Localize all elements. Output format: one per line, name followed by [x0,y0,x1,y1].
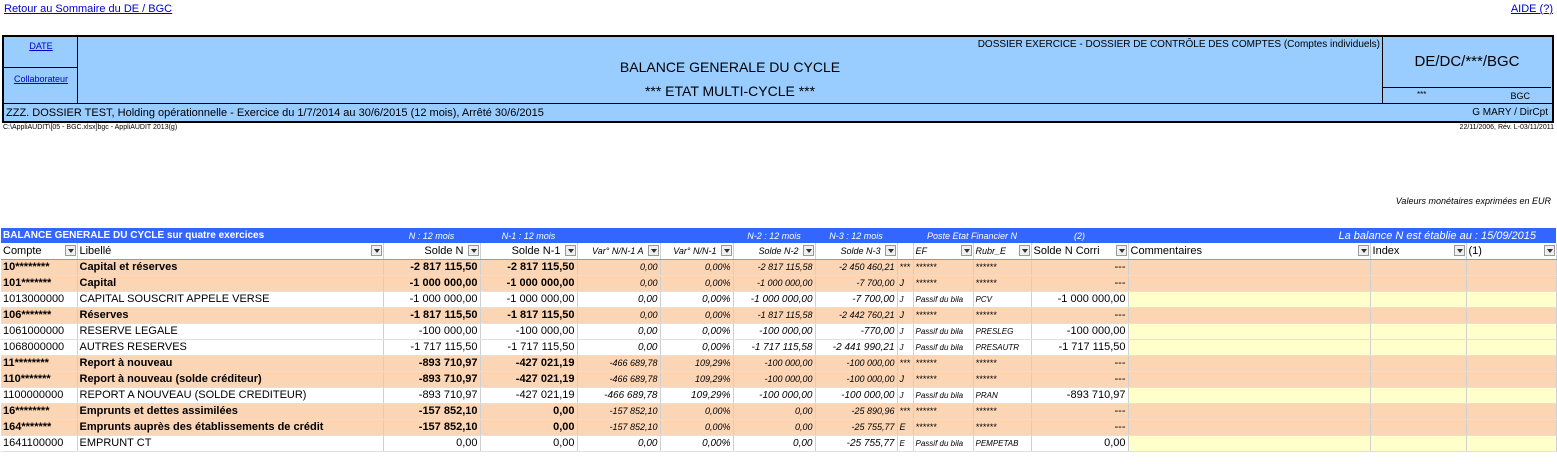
flag-cell: J [897,275,913,291]
solde-n1-cell: 0,00 [480,435,577,451]
solde-n2-cell: -100 000,00 [733,355,815,371]
variation-percent-cell: 0,00% [660,307,733,323]
period-n1: N-1 : 12 mois [480,228,577,243]
column-header-label: Commentaires [1130,244,1203,257]
rubric-cell: PRESAUTR [973,339,1031,355]
comment-cell[interactable] [1128,307,1370,323]
comment-cell[interactable] [1128,419,1370,435]
solde-n-corrected-cell: 0,00 [1031,435,1128,451]
index-cell[interactable] [1370,291,1466,307]
flag-cell: *** [897,355,913,371]
column-header-label: Solde N-1 [511,244,561,257]
financial-statement-cell: ****** [913,371,973,387]
financial-statement-cell: Passif du bila [913,323,973,339]
solde-n3-cell: -100 000,00 [815,371,897,387]
note-cell[interactable] [1466,387,1556,403]
document-code: DE/DC/***/BGC [1414,53,1520,70]
column-header-solde-n-corr [1031,243,1128,259]
collaborator-link[interactable]: Collaborateur [13,74,69,84]
solde-n3-cell: -2 450 460,21 [815,259,897,275]
comment-cell[interactable] [1128,387,1370,403]
filter-dropdown-icon[interactable] [885,245,896,256]
balance-date: La balance N est établie au : 15/09/2015 [1128,228,1556,243]
index-cell[interactable] [1370,387,1466,403]
column-header-row [1,243,1556,259]
solde-n1-cell: -1 000 000,00 [480,275,577,291]
solde-n-corrected-cell: --- [1031,371,1128,387]
column-header-libelle [77,243,383,259]
variation-amount-cell: 0,00 [577,259,660,275]
variation-percent-cell: 0,00% [660,403,733,419]
index-cell[interactable] [1370,371,1466,387]
variation-percent-cell: 0,00% [660,419,733,435]
page-title: BALANCE GENERALE DU CYCLE [619,59,841,75]
account-code: 1100000000 [1,387,77,403]
note-cell[interactable] [1466,307,1556,323]
rubric-cell: PCV [973,291,1031,307]
variation-percent-cell: 0,00% [660,259,733,275]
account-code: 106******* [1,307,77,323]
filter-dropdown-icon[interactable] [565,245,576,256]
column-header-label: Var° N/N-1 [673,245,717,256]
rubric-cell: PEMPETAB [973,435,1031,451]
column-header-index [1370,243,1466,259]
variation-percent-cell: 0,00% [660,323,733,339]
solde-n-cell: -893 710,97 [383,387,480,403]
comment-cell[interactable] [1128,403,1370,419]
variation-percent-cell: 0,00% [660,339,733,355]
note-two: (2) [1031,228,1128,243]
index-cell[interactable] [1370,435,1466,451]
financial-statement-cell: Passif du bila [913,291,973,307]
column-header-flag [897,243,913,259]
flag-cell: *** [897,403,913,419]
solde-n-corrected-cell: --- [1031,307,1128,323]
comment-cell[interactable] [1128,355,1370,371]
solde-n2-cell: -100 000,00 [733,387,815,403]
variation-amount-cell: 0,00 [577,307,660,323]
filter-dropdown-icon[interactable] [468,245,479,256]
column-header-compte [1,243,77,259]
rubric-cell: PRESLEG [973,323,1031,339]
index-cell[interactable] [1370,403,1466,419]
header-left-panel [4,37,78,103]
note-cell[interactable] [1466,275,1556,291]
account-code: 1013000000 [1,291,77,307]
account-row [1,387,1556,403]
header-center-panel [78,37,1382,103]
index-cell[interactable] [1370,275,1466,291]
account-label: Emprunts et dettes assimilées [77,403,383,419]
solde-n1-cell: -100 000,00 [480,323,577,339]
solde-n-corrected-cell: --- [1031,419,1128,435]
rubric-cell: ****** [973,355,1031,371]
file-path: C:\AppliAUDIT\[05 - BGC.xlsx]bgc - AppliAUDIT 2013(g) [3,124,178,131]
variation-amount-cell: -466 689,78 [577,355,660,371]
solde-n1-cell: -427 021,19 [480,355,577,371]
column-header-rubr [973,243,1031,259]
solde-n1-cell: -1 717 115,50 [480,339,577,355]
note-cell[interactable] [1466,323,1556,339]
balance-table [1,228,1557,452]
note-cell[interactable] [1466,259,1556,275]
solde-n-cell: -1 717 115,50 [383,339,480,355]
date-link[interactable]: DATE [29,41,53,51]
account-label: Capital [77,275,383,291]
variation-percent-cell: 109,29% [660,387,733,403]
column-header-label: EF [915,245,928,256]
solde-n3-cell: -25 755,77 [815,419,897,435]
account-code: 10******** [1,259,77,275]
solde-n3-cell: -100 000,00 [815,387,897,403]
index-cell[interactable] [1370,259,1466,275]
variation-amount-cell: 0,00 [577,323,660,339]
column-header-commentaires [1128,243,1370,259]
variation-percent-cell: 109,29% [660,371,733,387]
flag-cell: J [897,323,913,339]
solde-n-corrected-cell: -893 710,97 [1031,387,1128,403]
account-label: EMPRUNT CT [77,435,383,451]
financial-statement-cell: ****** [913,355,973,371]
variation-amount-cell: -157 852,10 [577,419,660,435]
solde-n-corrected-cell: -100 000,00 [1031,323,1128,339]
variation-amount-cell: -466 689,78 [577,371,660,387]
solde-n1-cell: -427 021,19 [480,387,577,403]
solde-n2-cell: -2 817 115,58 [733,259,815,275]
solde-n2-cell: 0,00 [733,435,815,451]
filter-dropdown-icon[interactable] [1454,245,1465,256]
account-code: 164******* [1,419,77,435]
solde-n2-cell: -1 717 115,58 [733,339,815,355]
variation-amount-cell: 0,00 [577,435,660,451]
comment-cell[interactable] [1128,259,1370,275]
column-header-label: Rubr_E [975,245,1007,256]
comment-cell[interactable] [1128,323,1370,339]
variation-amount-cell: 0,00 [577,275,660,291]
subtotal-row [1,259,1556,275]
note-cell[interactable] [1466,355,1556,371]
column-header-solde-n3 [815,243,897,259]
account-label: Réserves [77,307,383,323]
filter-dropdown-icon[interactable] [65,245,76,256]
report-header [2,35,1554,123]
solde-n3-cell: -2 441 990,21 [815,339,897,355]
column-header-ef [913,243,973,259]
flag-cell: E [897,435,913,451]
version-info: 22/11/2006, Rév. L-03/11/2011 [1459,124,1554,131]
solde-n2-cell: -1 000 000,00 [733,291,815,307]
financial-statement-cell: ****** [913,403,973,419]
comment-cell[interactable] [1128,371,1370,387]
filter-dropdown-icon[interactable] [803,245,814,256]
note-cell[interactable] [1466,371,1556,387]
solde-n3-cell: -7 700,00 [815,275,897,291]
divider [4,67,78,68]
account-code: 16******** [1,403,77,419]
flag-cell: J [897,307,913,323]
column-header-var-percent [660,243,733,259]
subtotal-row [1,371,1556,387]
account-label: CAPITAL SOUSCRIT APPELE VERSE [77,291,383,307]
financial-statement-cell: ****** [913,307,973,323]
cycle-code: BGC [1510,91,1530,101]
cycle-stars: *** [1417,90,1427,99]
account-label: Capital et réserves [77,259,383,275]
column-header-label: Libellé [79,244,112,257]
table-title: BALANCE GENERALE DU CYCLE sur quatre exercices [1,228,383,243]
index-cell[interactable] [1370,419,1466,435]
column-header-label: Solde N-2 [758,245,799,256]
solde-n-cell: -893 710,97 [383,371,480,387]
variation-percent-cell: 0,00% [660,435,733,451]
comment-cell[interactable] [1128,291,1370,307]
table-title-band [1,228,1556,243]
solde-n-corrected-cell: --- [1031,355,1128,371]
account-code: 1068000000 [1,339,77,355]
note-cell[interactable] [1466,291,1556,307]
subtotal-row [1,419,1556,435]
account-label: Report à nouveau (solde créditeur) [77,371,383,387]
filter-dropdown-icon[interactable] [1116,245,1127,256]
note-cell[interactable] [1466,403,1556,419]
solde-n3-cell: -25 890,96 [815,403,897,419]
solde-n-corrected-cell: --- [1031,259,1128,275]
financial-statement-label: Poste Etat Financier N [913,228,1031,243]
period-n: N : 12 mois [383,228,480,243]
flag-cell: J [897,291,913,307]
solde-n-corrected-cell: -1 717 115,50 [1031,339,1128,355]
index-cell[interactable] [1370,355,1466,371]
solde-n-cell: -1 817 115,50 [383,307,480,323]
comment-cell[interactable] [1128,435,1370,451]
financial-statement-cell: Passif du bila [913,435,973,451]
subtotal-row [1,275,1556,291]
solde-n2-cell: -100 000,00 [733,371,815,387]
account-row [1,435,1556,451]
solde-n-cell: -1 000 000,00 [383,291,480,307]
comment-cell[interactable] [1128,339,1370,355]
solde-n-cell: -100 000,00 [383,323,480,339]
solde-n2-cell: -1 817 115,58 [733,307,815,323]
solde-n-cell: -2 817 115,50 [383,259,480,275]
filter-dropdown-icon[interactable] [1544,245,1555,256]
solde-n1-cell: -427 021,19 [480,371,577,387]
note-cell[interactable] [1466,339,1556,355]
account-code: 1641100000 [1,435,77,451]
account-label: REPORT A NOUVEAU (SOLDE CREDITEUR) [77,387,383,403]
index-cell[interactable] [1370,323,1466,339]
account-label: RESERVE LEGALE [77,323,383,339]
divider [1383,87,1551,88]
solde-n2-cell: -1 000 000,00 [733,275,815,291]
solde-n-cell: -893 710,97 [383,355,480,371]
column-header-var-amount [577,243,660,259]
solde-n2-cell: 0,00 [733,419,815,435]
solde-n3-cell: -100 000,00 [815,355,897,371]
account-label: Emprunts auprès des établissements de crédit [77,419,383,435]
account-code: 11******** [1,355,77,371]
column-header-label: Var° N/N-1 A [592,245,644,256]
flag-cell: J [897,387,913,403]
flag-cell: *** [897,259,913,275]
rubric-cell: ****** [973,259,1031,275]
account-row [1,323,1556,339]
financial-statement-cell: ****** [913,275,973,291]
account-code: 1061000000 [1,323,77,339]
variation-amount-cell: 0,00 [577,291,660,307]
solde-n2-cell: -100 000,00 [733,323,815,339]
dossier-label: DOSSIER EXERCICE - DOSSIER DE CONTRÔLE DES COMPTES (Comptes individuels) [977,39,1380,50]
index-cell[interactable] [1370,307,1466,323]
note-cell[interactable] [1466,435,1556,451]
column-header-label: Compte [3,244,42,257]
user-info: G MARY / DirCpt [1472,107,1548,118]
solde-n1-cell: -1 000 000,00 [480,291,577,307]
dossier-info: ZZZ. DOSSIER TEST, Holding opérationnelle - Exercice du 1/7/2014 au 30/6/2015 (12 mois), Arrêté 30/6/2015 [6,107,544,119]
filter-dropdown-icon[interactable] [648,245,659,256]
period-n3: N-3 : 12 mois [815,228,897,243]
solde-n2-cell: 0,00 [733,403,815,419]
period-n2: N-2 : 12 mois [733,228,815,243]
variation-percent-cell: 0,00% [660,291,733,307]
account-code: 110******* [1,371,77,387]
financial-statement-cell: ****** [913,419,973,435]
solde-n-cell: -157 852,10 [383,419,480,435]
note-cell[interactable] [1466,419,1556,435]
variation-amount-cell: -466 689,78 [577,387,660,403]
flag-cell: J [897,339,913,355]
filter-dropdown-icon[interactable] [371,245,382,256]
column-header-label: Solde N Corri [1033,244,1100,257]
account-row [1,291,1556,307]
variation-amount-cell: -157 852,10 [577,403,660,419]
flag-cell: J [897,371,913,387]
currency-note: Valeurs monétaires exprimées en EUR [1395,196,1551,206]
solde-n3-cell: -25 755,77 [815,435,897,451]
financial-statement-cell: Passif du bila [913,387,973,403]
solde-n3-cell: -770,00 [815,323,897,339]
rubric-cell: ****** [973,403,1031,419]
column-header-solde-n1 [480,243,577,259]
solde-n-corrected-cell: --- [1031,275,1128,291]
subtotal-row [1,403,1556,419]
solde-n-cell: -1 000 000,00 [383,275,480,291]
financial-statement-cell: Passif du bila [913,339,973,355]
account-label: Report à nouveau [77,355,383,371]
header-right-panel [1382,37,1552,103]
variation-amount-cell: 0,00 [577,339,660,355]
index-cell[interactable] [1370,339,1466,355]
solde-n1-cell: -2 817 115,50 [480,259,577,275]
solde-n-corrected-cell: -1 000 000,00 [1031,291,1128,307]
column-header-label: (1) [1468,244,1482,257]
page-subtitle: *** ETAT MULTI-CYCLE *** [644,83,816,99]
solde-n-cell: -157 852,10 [383,403,480,419]
variation-percent-cell: 109,29% [660,355,733,371]
rubric-cell: ****** [973,371,1031,387]
rubric-cell: ****** [973,275,1031,291]
help-link[interactable]: AIDE (?) [1510,3,1553,15]
account-row [1,339,1556,355]
solde-n-corrected-cell: --- [1031,403,1128,419]
solde-n1-cell: -1 817 115,50 [480,307,577,323]
column-header-solde-n2 [733,243,815,259]
subtotal-row [1,355,1556,371]
column-header-label: Index [1372,244,1400,257]
account-label: AUTRES RESERVES [77,339,383,355]
filter-dropdown-icon[interactable] [1019,245,1030,256]
solde-n1-cell: 0,00 [480,419,577,435]
solde-n3-cell: -2 442 760,21 [815,307,897,323]
filter-dropdown-icon[interactable] [721,245,732,256]
header-info-bar [4,103,1552,122]
rubric-cell: ****** [973,307,1031,323]
filter-dropdown-icon[interactable] [961,245,972,256]
financial-statement-cell: ****** [913,259,973,275]
rubric-cell: ****** [973,419,1031,435]
column-header-solde-n [383,243,480,259]
flag-cell: E [897,419,913,435]
solde-n1-cell: 0,00 [480,403,577,419]
subtotal-row [1,307,1556,323]
column-header-note-one [1466,243,1556,259]
rubric-cell: PRAN [973,387,1031,403]
solde-n-cell: 0,00 [383,435,480,451]
column-header-label: Solde N-3 [840,245,881,256]
column-header-label: Solde N [424,244,464,257]
back-to-summary-link[interactable]: Retour au Sommaire du DE / BGC [4,3,173,15]
comment-cell[interactable] [1128,275,1370,291]
account-code: 101******* [1,275,77,291]
variation-percent-cell: 0,00% [660,275,733,291]
filter-dropdown-icon[interactable] [1358,245,1369,256]
solde-n3-cell: -7 700,00 [815,291,897,307]
